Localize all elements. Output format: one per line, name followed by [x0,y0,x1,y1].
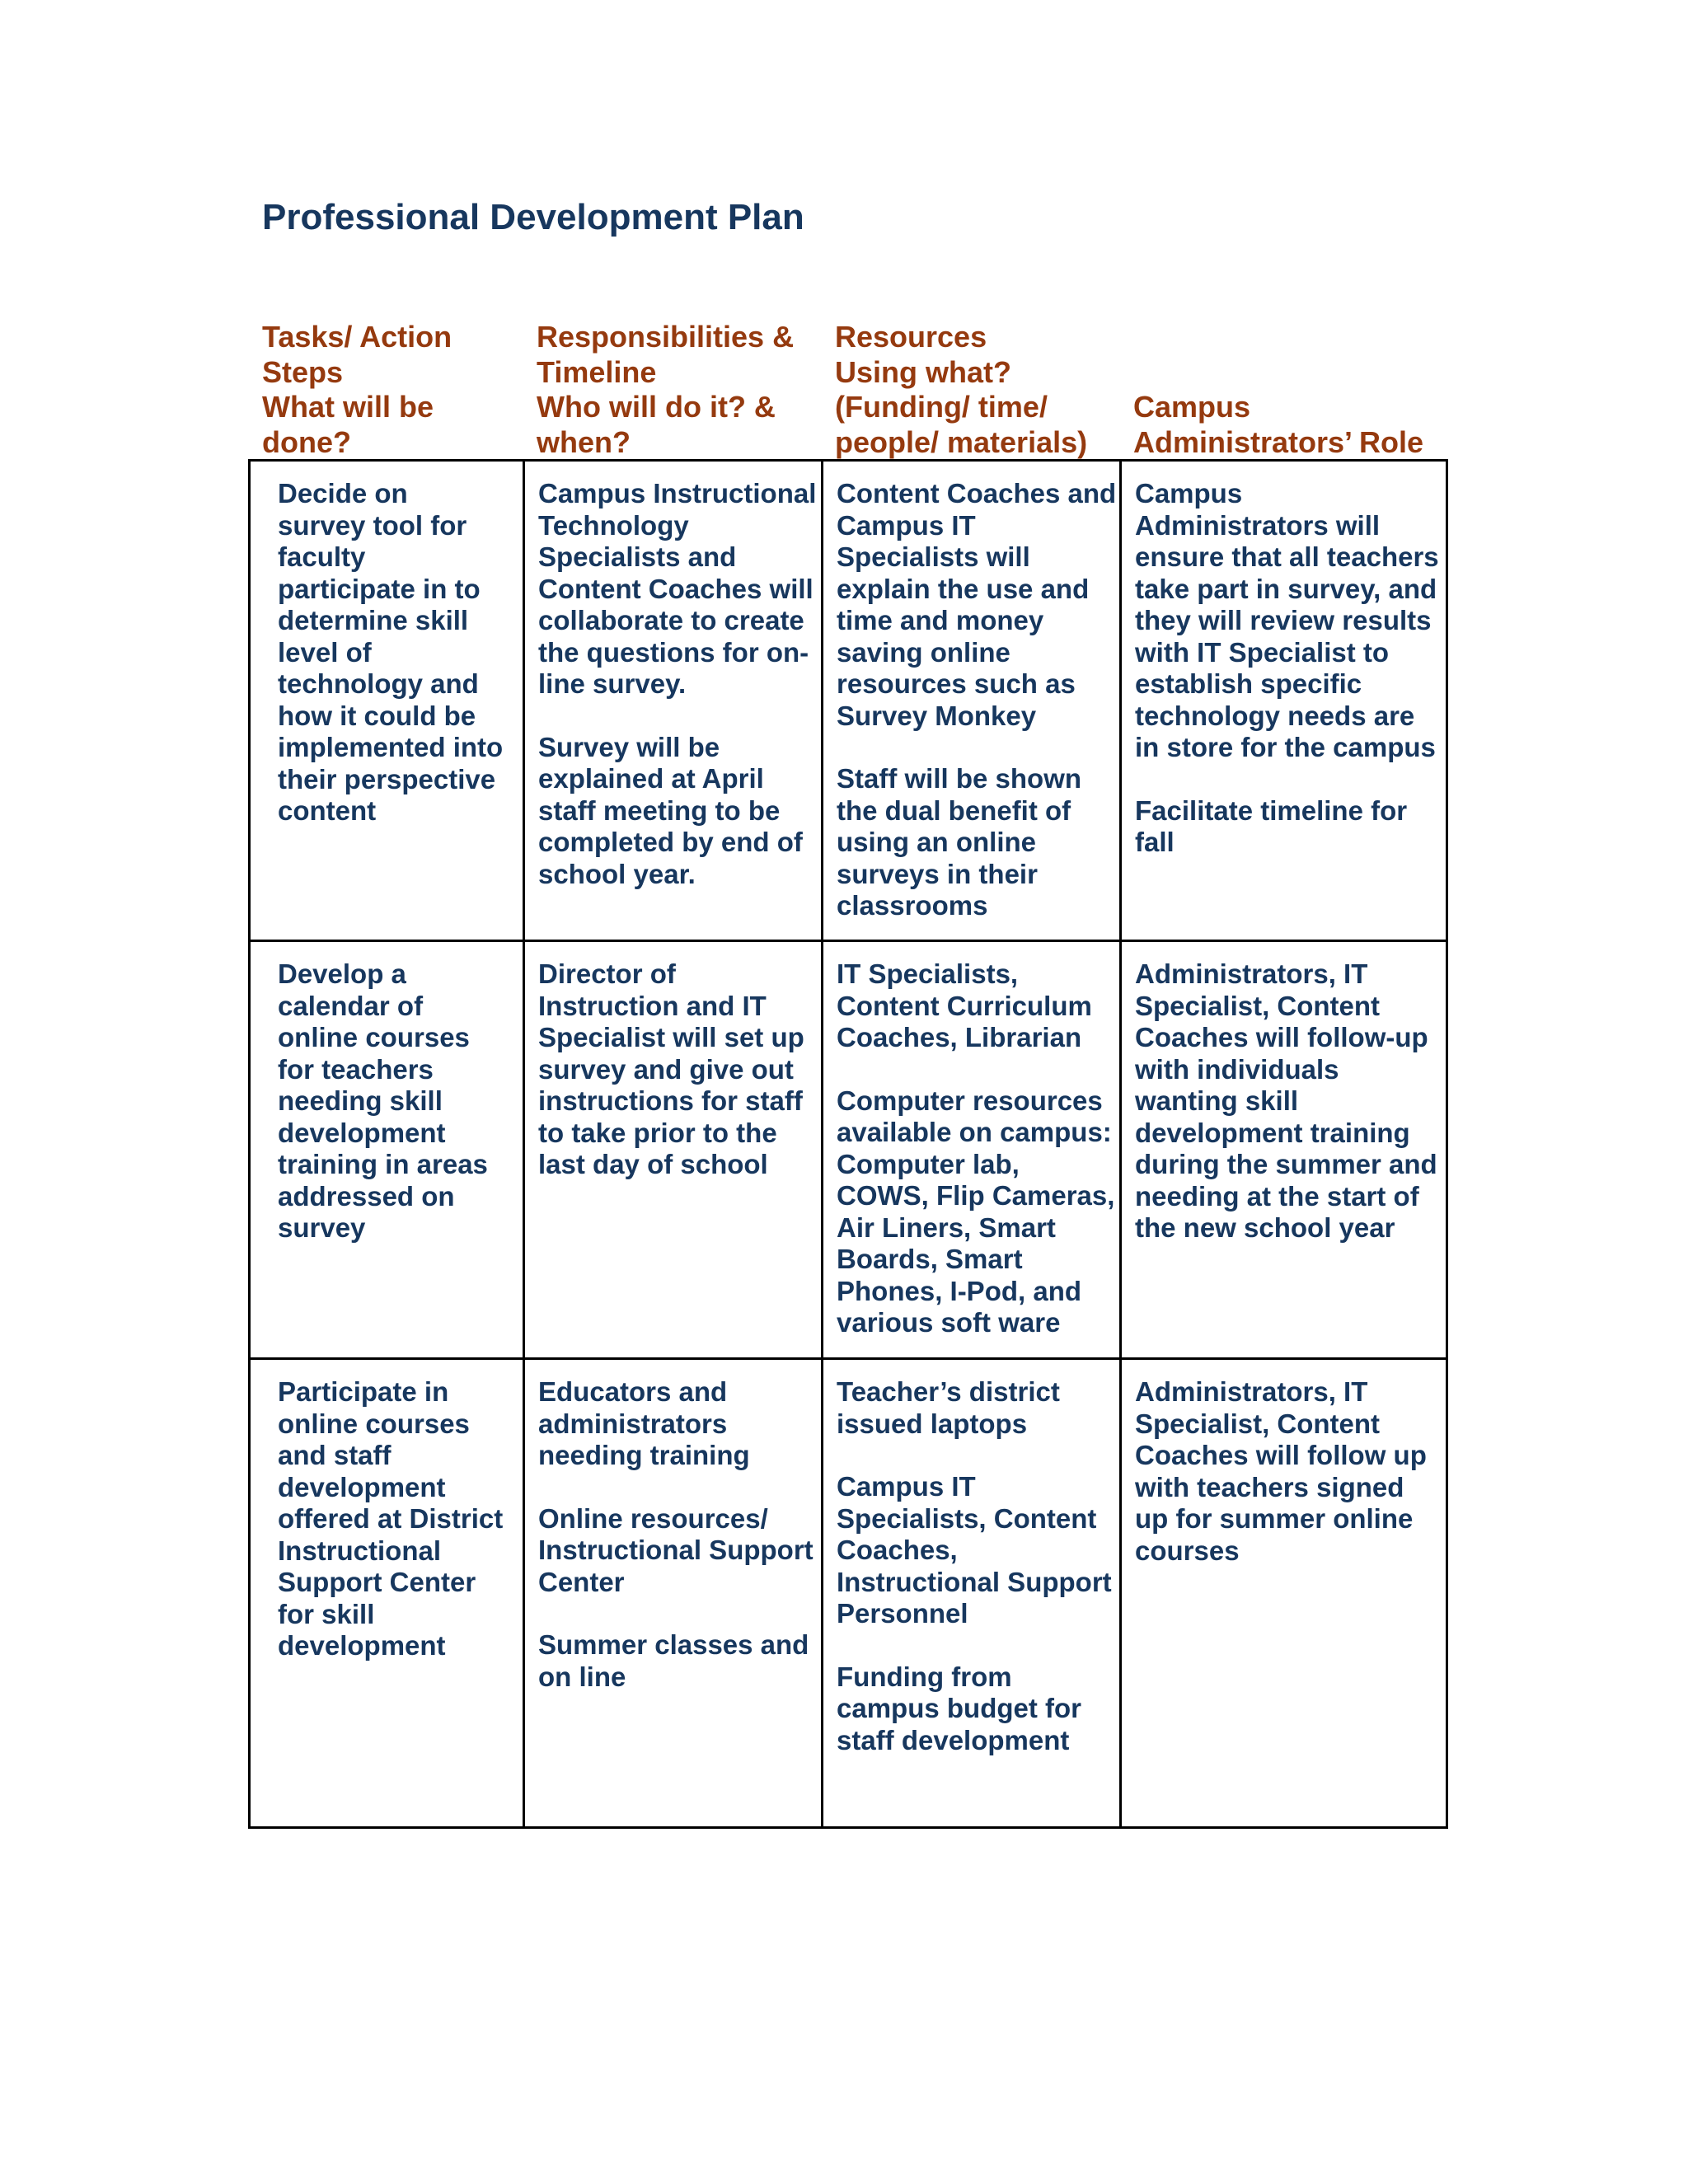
column-header-line: Using what? [835,354,1011,389]
cell-text-line: instructions for staff [538,1085,803,1116]
cell-text-line: Funding from [837,1661,1012,1692]
cell-text-line: line survey. [538,668,687,699]
column-header [1133,318,1423,460]
cell-paragraph [837,478,1119,732]
column-header-line: when? [537,424,631,459]
table-cell [1121,941,1447,1359]
column-header [835,318,1087,460]
cell-text-line: staff meeting to be [538,794,781,826]
column-header-line: Who will do it? & [537,390,776,424]
cell-text-line: the questions for on- [538,636,809,668]
cell-text-line: establish specific [1135,668,1362,699]
cell-paragraph [278,958,523,1244]
table-row [250,941,1447,1359]
cell-text-line: development [278,1471,446,1502]
cell-text-line: Coaches will follow up [1135,1440,1427,1470]
cell-text-line: Phones, I-Pod, and [837,1275,1082,1306]
column-header-line: Tasks/ Action [262,320,452,354]
cell-text-line: Computer lab, [837,1148,1020,1179]
cell-text-line: saving online [837,636,1010,668]
cell-paragraph [538,958,821,1181]
table-cell [250,461,524,941]
cell-text-line: Specialist, Content [1135,990,1381,1021]
cell-text-line: up for summer online [1135,1503,1414,1534]
cell-text-line: take part in survey, and [1135,573,1437,604]
table-cell [823,941,1121,1359]
cell-paragraph [837,958,1119,1054]
cell-text-line: various soft ware [837,1307,1061,1338]
cell-text-line: administrators [538,1408,728,1439]
cell-text-line: ensure that all teachers [1135,541,1439,572]
cell-text-line: calendar of [278,990,424,1021]
cell-text-line: Computer resources [837,1085,1103,1116]
cell-text-line: Decide on [278,478,408,509]
table-cell [524,1359,823,1828]
cell-text-line: Coaches, Librarian [837,1022,1082,1052]
cell-text-line: with IT Specialist to [1135,636,1390,668]
cell-text-line: time and money [837,605,1044,635]
cell-text-line: Participate in [278,1376,449,1407]
cell-paragraph [1135,478,1446,764]
cell-text-line: with individuals [1135,1053,1339,1085]
column-header-line: Timeline [537,354,657,389]
cell-text-line: Specialists and [538,541,737,572]
column-header-line: Administrators’ Role [1133,424,1424,459]
column-header-line: Responsibilities & [537,320,795,354]
cell-text-line: for skill [278,1598,375,1629]
cell-text-line: Air Liners, Smart [837,1212,1056,1243]
column-header-line: (Funding/ time/ [835,390,1048,424]
cell-text-line: technology needs are [1135,700,1415,731]
cell-text-line: Coaches, [837,1535,958,1565]
table-cell [524,941,823,1359]
cell-text-line: using an online [837,827,1037,857]
cell-paragraph [837,1085,1119,1339]
cell-text-line: for teachers [278,1053,434,1085]
page-title: Professional Development Plan [262,197,804,237]
cell-text-line: Facilitate timeline for [1135,794,1408,826]
cell-text-line: Summer classes and [538,1629,809,1660]
cell-text-line: survey and give out [538,1053,794,1085]
cell-text-line: Survey will be [538,731,720,762]
cell-text-line: online courses [278,1022,470,1052]
cell-text-line: development [278,1630,446,1661]
cell-text-line: collaborate to create [538,605,804,635]
cell-text-line: they will review results [1135,605,1432,635]
cell-paragraph [1135,1376,1446,1567]
cell-text-line: Campus [1135,478,1243,509]
cell-text-line: Support Center [278,1567,476,1597]
cell-text-line: staff development [837,1724,1070,1755]
cell-text-line: online courses [278,1408,470,1439]
cell-text-line: determine skill [278,605,469,635]
cell-text-line: Campus IT [837,1471,976,1502]
cell-text-line: courses [1135,1535,1240,1566]
cell-text-line: Coaches will follow-up [1135,1022,1428,1052]
cell-text-line: issued laptops [837,1408,1028,1439]
cell-text-line: addressed on [278,1180,455,1212]
cell-text-line: surveys in their [837,858,1038,889]
cell-text-line: campus budget for [837,1693,1082,1723]
cell-text-line: offered at District [278,1503,504,1534]
cell-paragraph [538,1503,821,1599]
cell-text-line: Specialists will [837,541,1030,572]
cell-paragraph [538,478,821,701]
cell-text-line: how it could be [278,700,476,731]
table-cell [524,461,823,941]
cell-text-line: to take prior to the [538,1117,777,1148]
cell-text-line: resources such as [837,668,1076,699]
cell-text-line: Instruction and IT [538,990,767,1021]
cell-text-line: needing training [538,1440,750,1470]
column-header-line: done? [262,424,351,459]
cell-paragraph [538,1629,821,1693]
cell-text-line: in store for the campus [1135,732,1436,762]
cell-text-line: Center [538,1566,625,1597]
cell-text-line: faculty [278,541,366,572]
cell-text-line: Develop a [278,958,406,989]
cell-text-line: implemented into [278,732,504,762]
table-cell [823,461,1121,941]
cell-text-line: technology and [278,668,479,699]
cell-text-line: Teacher’s district [837,1376,1060,1407]
cell-text-line: development [278,1117,446,1148]
cell-text-line: Staff will be shown [837,763,1082,794]
cell-text-line: Campus IT [837,509,976,541]
cell-text-line: Personnel [837,1598,968,1629]
cell-paragraph [1135,795,1446,859]
table-row [250,1359,1447,1828]
cell-text-line: Educators and [538,1376,728,1407]
cell-text-line: survey [278,1212,366,1243]
cell-text-line: COWS, Flip Cameras, [837,1180,1115,1211]
cell-text-line: Specialists, Content [837,1502,1097,1534]
cell-text-line: classrooms [837,890,988,921]
cell-text-line: explained at April [538,763,764,794]
cell-text-line: completed by end of [538,827,803,857]
cell-text-line: last day of school [538,1149,768,1179]
cell-paragraph [538,1376,821,1472]
cell-text-line: Director of [538,958,676,989]
cell-text-line: with teachers signed [1135,1471,1404,1502]
table-cell [1121,1359,1447,1828]
cell-text-line: wanting skill [1135,1085,1299,1116]
column-header-line: Steps [262,354,344,389]
cell-text-line: Specialist will set up [538,1022,804,1052]
cell-text-line: Campus Instructional [538,478,817,509]
cell-text-line: Administrators, IT [1135,1376,1368,1407]
cell-text-line: Content Curriculum [837,990,1092,1021]
cell-text-line: and staff [278,1440,392,1470]
cell-text-line: Technology [538,509,689,541]
cell-text-line: level of [278,636,372,668]
cell-text-line: fall [1135,827,1175,857]
cell-text-line: during the summer and [1135,1149,1437,1179]
cell-paragraph [278,1376,523,1662]
cell-paragraph [837,1376,1119,1440]
column-header-line: What will be [262,390,434,424]
cell-text-line: explain the use and [837,573,1090,604]
table-cell [1121,461,1447,941]
column-header [537,318,794,460]
cell-text-line: school year. [538,858,696,889]
column-header-line: Resources [835,320,987,354]
cell-text-line: training in areas [278,1149,488,1179]
table-cell [250,941,524,1359]
cell-text-line: the new school year [1135,1212,1395,1243]
cell-text-line: content [278,795,377,826]
table-row [250,461,1447,941]
table-cell [250,1359,524,1828]
cell-text-line: available on campus: [837,1117,1112,1147]
cell-paragraph [837,1661,1119,1757]
cell-text-line: survey tool for [278,509,467,541]
plan-table [248,459,1448,1829]
cell-text-line: Online resources/ [538,1502,768,1534]
cell-text-line: participate in to [278,573,481,604]
cell-text-line: IT Specialists, [837,958,1019,989]
cell-paragraph [278,478,523,827]
cell-paragraph [837,1471,1119,1630]
cell-text-line: their perspective [278,763,496,794]
cell-text-line: Survey Monkey [837,700,1037,731]
column-header [262,318,452,460]
table-cell [823,1359,1121,1828]
cell-text-line: Content Coaches will [538,573,814,604]
cell-text-line: Specialist, Content [1135,1408,1381,1439]
column-header-line: people/ materials) [835,424,1088,459]
cell-text-line: Instructional [278,1535,442,1566]
cell-text-line: Boards, Smart [837,1244,1023,1274]
cell-text-line: Administrators will [1135,509,1381,541]
cell-paragraph [837,763,1119,922]
cell-text-line: needing skill [278,1085,443,1116]
cell-paragraph [1135,958,1446,1244]
cell-text-line: Instructional Support [538,1535,814,1565]
column-header-line: Campus [1133,390,1251,424]
cell-text-line: needing at the start of [1135,1180,1419,1212]
cell-text-line: the dual benefit of [837,794,1071,826]
cell-text-line: Content Coaches and [837,478,1117,509]
cell-paragraph [538,732,821,891]
cell-text-line: Administrators, IT [1135,958,1368,989]
cell-text-line: development training [1135,1117,1410,1148]
cell-text-line: on line [538,1661,626,1692]
cell-text-line: Instructional Support [837,1566,1112,1597]
